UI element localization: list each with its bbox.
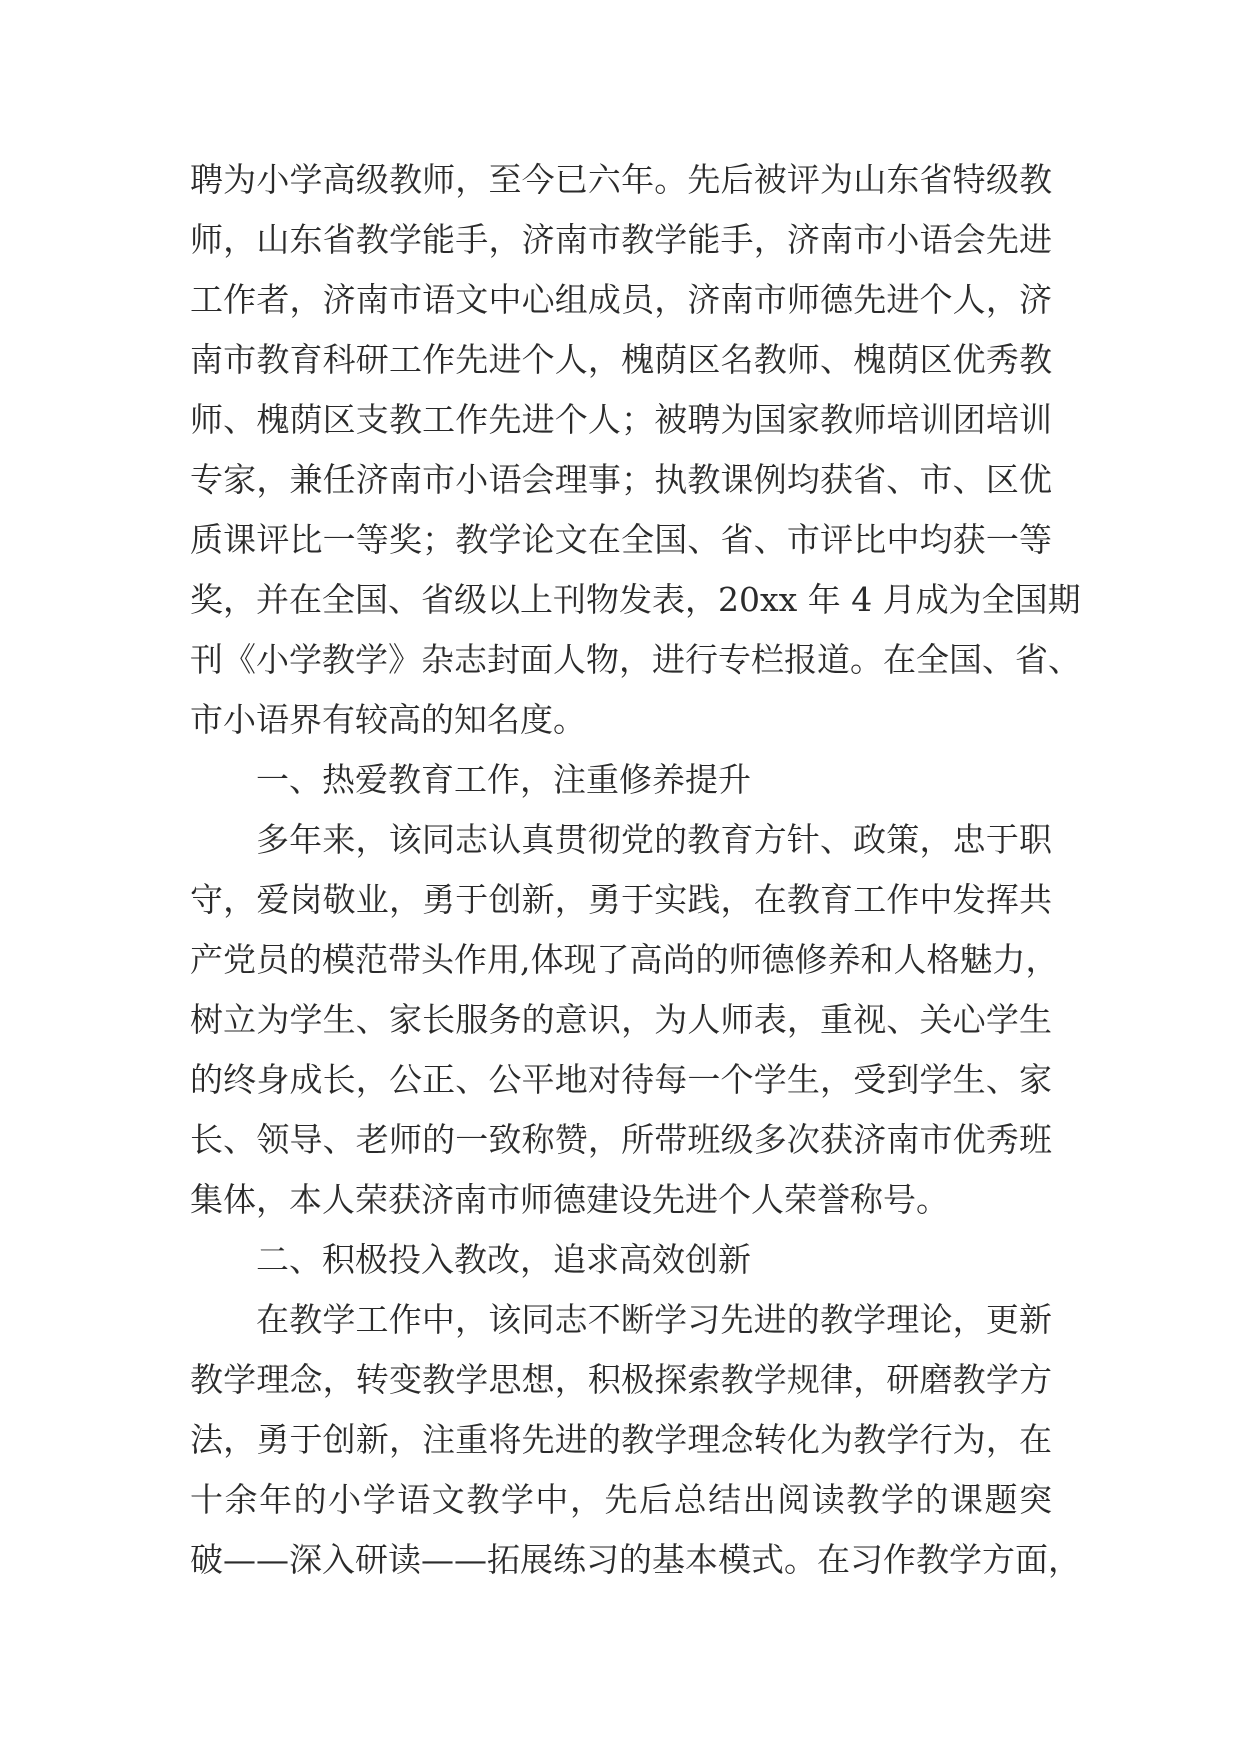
text-line: 质课评比一等奖；教学论文在全国、省、市评比中均获一等: [190, 520, 1052, 559]
text-line: 师，山东省教学能手，济南市教学能手，济南市小语会先进: [190, 220, 1052, 259]
text-line: 守，爱岗敬业，勇于创新，勇于实践，在教育工作中发挥共: [190, 880, 1052, 919]
text-line: 奖，并在全国、省级以上刊物发表，20xx 年 4 月成为全国期: [190, 580, 1081, 619]
text-line: 长、领导、老师的一致称赞，所带班级多次获济南市优秀班: [190, 1120, 1052, 1159]
text-line: 专家，兼任济南市小语会理事；执教课例均获省、市、区优: [190, 460, 1052, 499]
text-line: 的终身成长，公正、公平地对待每一个学生，受到学生、家: [190, 1060, 1052, 1099]
text-line: 产党员的模范带头作用,体现了高尚的师德修养和人格魅力，: [190, 940, 1059, 979]
text-line: 聘为小学高级教师，至今已六年。先后被评为山东省特级教: [190, 160, 1052, 199]
document-body: [190, 150, 1081, 1590]
text-line: 集体，本人荣获济南市师德建设先进个人荣誉称号。: [190, 1180, 949, 1219]
section-heading: 一、热爱教育工作，注重修养提升: [256, 760, 751, 799]
section-heading: 二、积极投入教改，追求高效创新: [256, 1240, 751, 1279]
text-line: 破——深入研读——拓展练习的基本模式。在习作教学方面，: [190, 1540, 1081, 1579]
text-line: 南市教育科研工作先进个人，槐荫区名教师、槐荫区优秀教: [190, 340, 1052, 379]
text-line: 多年来，该同志认真贯彻党的教育方针、政策，忠于职: [256, 820, 1052, 859]
text-line: 师、槐荫区支教工作先进个人；被聘为国家教师培训团培训: [190, 400, 1052, 439]
text-line: 法，勇于创新，注重将先进的教学理念转化为教学行为，在: [190, 1420, 1052, 1459]
text-line: 刊《小学教学》杂志封面人物，进行专栏报道。在全国、省、: [190, 640, 1081, 679]
text-line: 工作者，济南市语文中心组成员，济南市师德先进个人，济: [190, 280, 1052, 319]
text-line: 教学理念，转变教学思想，积极探索教学规律，研磨教学方: [190, 1360, 1052, 1399]
text-line: 在教学工作中，该同志不断学习先进的教学理论，更新: [256, 1300, 1052, 1339]
text-line: 树立为学生、家长服务的意识，为人师表，重视、关心学生: [190, 1000, 1052, 1039]
text-line: 市小语界有较高的知名度。: [190, 700, 586, 739]
text-line: 十余年的小学语文教学中，先后总结出阅读教学的课题突: [190, 1480, 1052, 1519]
